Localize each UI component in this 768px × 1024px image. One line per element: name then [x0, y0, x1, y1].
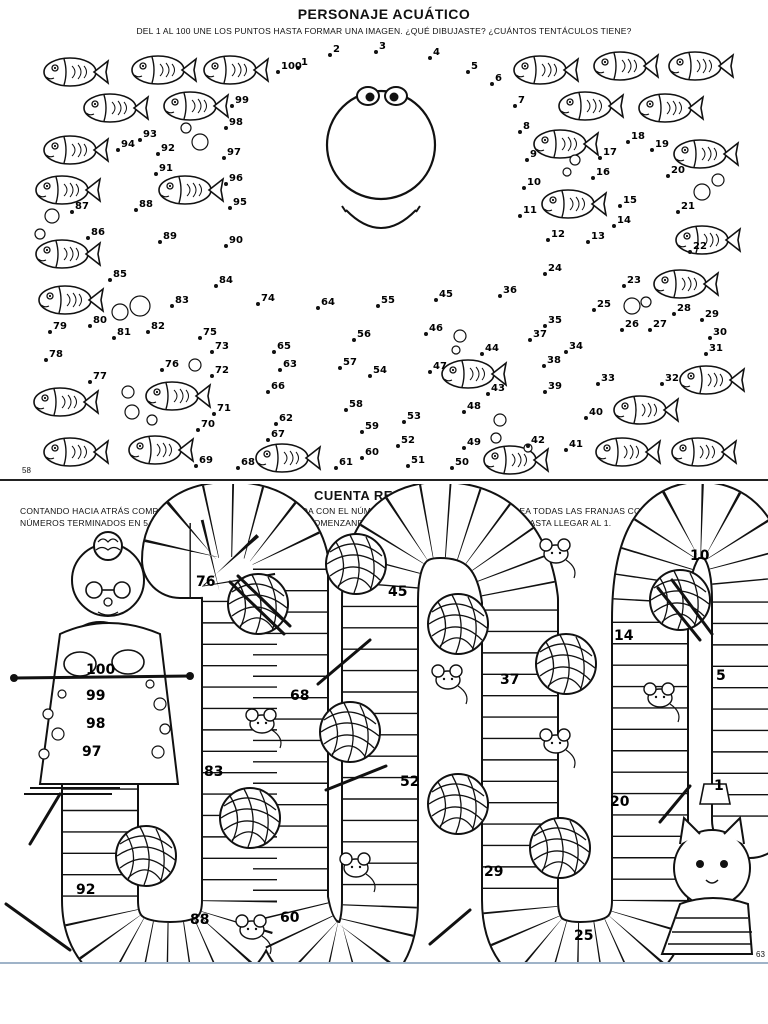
stripe-number-76: 76	[196, 574, 216, 590]
stripe-number-92: 92	[76, 882, 96, 898]
fish-icon	[676, 226, 740, 254]
yarn-ball-icon	[530, 818, 590, 878]
number-dot-90	[224, 244, 228, 248]
fish-icon	[680, 366, 744, 394]
dot-label-21: 21	[681, 201, 695, 212]
number-dot-36	[498, 294, 502, 298]
dot-label-56: 56	[357, 329, 371, 340]
dot-label-47: 47	[433, 361, 447, 372]
number-dot-21	[676, 210, 680, 214]
dot-label-86: 86	[91, 227, 105, 238]
dot-label-2: 2	[333, 44, 340, 55]
number-dot-46	[424, 332, 428, 336]
number-dot-54	[368, 374, 372, 378]
dot-label-50: 50	[455, 457, 469, 468]
number-dot-28	[672, 312, 676, 316]
yarn-ball-icon	[428, 594, 488, 654]
dot-label-74: 74	[261, 293, 275, 304]
number-dot-79	[48, 330, 52, 334]
number-dot-91	[154, 172, 158, 176]
number-dot-66	[266, 390, 270, 394]
dot-label-53: 53	[407, 411, 421, 422]
dot-label-61: 61	[339, 457, 353, 468]
number-dot-27	[648, 328, 652, 332]
number-dot-88	[134, 208, 138, 212]
dot-label-60: 60	[365, 447, 379, 458]
number-dot-69	[194, 464, 198, 468]
number-dot-38	[542, 364, 546, 368]
fish-icon	[594, 52, 658, 80]
dot-label-58: 58	[349, 399, 363, 410]
fish-icon	[132, 56, 196, 84]
number-dot-18	[626, 140, 630, 144]
stripe-number-83: 83	[204, 764, 224, 780]
page-title: PERSONAJE ACUÁTICO	[297, 6, 471, 22]
dot-label-48: 48	[467, 401, 481, 412]
dot-label-39: 39	[548, 381, 562, 392]
dot-label-99: 99	[235, 95, 249, 106]
dot-label-81: 81	[117, 327, 131, 338]
number-dot-25	[592, 308, 596, 312]
number-dot-53	[402, 420, 406, 424]
number-dot-72	[210, 374, 214, 378]
stripe-number-37: 37	[500, 672, 520, 688]
dot-label-26: 26	[625, 319, 639, 330]
number-dot-92	[156, 152, 160, 156]
number-dot-43	[486, 392, 490, 396]
dot-label-34: 34	[569, 341, 583, 352]
number-dot-32	[660, 382, 664, 386]
fish-icon	[164, 92, 228, 120]
dot-label-57: 57	[343, 357, 357, 368]
number-dot-22	[688, 250, 692, 254]
dot-label-45: 45	[439, 289, 453, 300]
fish-icon	[614, 396, 678, 424]
dot-label-7: 7	[518, 95, 525, 106]
dot-label-37: 37	[533, 329, 547, 340]
stripe-number-20: 20	[610, 794, 630, 810]
dot-label-27: 27	[653, 319, 667, 330]
dot-label-23: 23	[627, 275, 641, 286]
yarn-ball-icon	[220, 788, 280, 848]
number-dot-45	[434, 298, 438, 302]
number-dot-11	[518, 214, 522, 218]
number-dot-98	[224, 126, 228, 130]
stripe-number-88: 88	[190, 912, 210, 928]
number-dot-48	[462, 410, 466, 414]
dot-label-94: 94	[121, 139, 135, 150]
fish-icon	[542, 190, 606, 218]
dot-label-35: 35	[548, 315, 562, 326]
stripe-number-98: 98	[86, 716, 106, 732]
number-dot-10	[522, 186, 526, 190]
number-dot-13	[586, 240, 590, 244]
dot-label-73: 73	[215, 341, 229, 352]
stripe-number-100: 100	[86, 662, 116, 678]
dot-label-8: 8	[523, 121, 530, 132]
fish-icon	[34, 388, 98, 416]
number-dot-95	[228, 206, 232, 210]
dot-label-1: 1	[301, 57, 308, 68]
number-dot-49	[462, 446, 466, 450]
number-dot-99	[230, 104, 234, 108]
dot-label-63: 63	[283, 359, 297, 370]
number-dot-100	[276, 70, 280, 74]
stripe-number-99: 99	[86, 688, 106, 704]
number-dot-59	[360, 430, 364, 434]
number-dot-41	[564, 448, 568, 452]
fish-icon	[654, 270, 718, 298]
stripe-number-68: 68	[290, 688, 310, 704]
fish-icon	[484, 446, 548, 474]
number-dot-33	[596, 382, 600, 386]
page-number: 58	[22, 466, 31, 475]
number-dot-52	[396, 444, 400, 448]
stripe-number-5: 5	[716, 668, 726, 684]
number-dot-77	[88, 380, 92, 384]
fish-icon	[672, 438, 736, 466]
dot-label-46: 46	[429, 323, 443, 334]
instructions-line-1: CONTANDO HACIA ATRÁS COMPLETA CADA FRANJA DE LA BUFANDA CON EL NÚMERO QUE CORRESPONDE. COLOREA TODAS LAS FRANJAS CON	[20, 506, 648, 516]
scarf-countdown-illustration	[0, 484, 768, 962]
dot-label-9: 9	[530, 149, 537, 160]
dot-to-dot-puzzle	[0, 0, 768, 480]
number-dot-85	[108, 278, 112, 282]
dot-label-32: 32	[665, 373, 679, 384]
fish-icon	[36, 240, 100, 268]
dot-label-82: 82	[151, 321, 165, 332]
number-dot-16	[591, 176, 595, 180]
number-dot-37	[528, 338, 532, 342]
dot-label-30: 30	[713, 327, 727, 338]
stripe-number-10: 10	[690, 548, 710, 564]
dot-label-62: 62	[279, 413, 293, 424]
dot-label-44: 44	[485, 343, 499, 354]
number-dot-34	[564, 350, 568, 354]
dot-label-16: 16	[596, 167, 610, 178]
mouse-icon	[432, 665, 467, 704]
number-dot-94	[116, 148, 120, 152]
dot-label-76: 76	[165, 359, 179, 370]
instructions-line-2: NÚMEROS TERMINADOS EN 5. ¿DE CUÁNTO EN CUÁNTO SALTAS? COMENZANDO CON EL 100 CUENTA HACIA ATRÁS HASTA LLEGAR AL 1.	[20, 518, 612, 528]
dot-label-90: 90	[229, 235, 243, 246]
number-dot-14	[612, 224, 616, 228]
number-dot-50	[450, 466, 454, 470]
dot-label-31: 31	[709, 343, 723, 354]
dot-label-29: 29	[705, 309, 719, 320]
yarn-ball-icon	[428, 774, 488, 834]
worksheet-cuenta-regresiva	[0, 484, 768, 962]
fish-icon	[146, 382, 210, 410]
dot-label-84: 84	[219, 275, 233, 286]
number-dot-75	[198, 336, 202, 340]
number-dot-57	[338, 366, 342, 370]
dot-label-25: 25	[597, 299, 611, 310]
number-dot-15	[618, 204, 622, 208]
number-dot-64	[316, 306, 320, 310]
fish-icon	[129, 436, 193, 464]
dot-label-14: 14	[617, 215, 631, 226]
stripe-number-97: 97	[82, 744, 102, 760]
fish-icon	[36, 176, 100, 204]
fish-icon	[204, 56, 268, 84]
fish-icon	[674, 140, 738, 168]
number-dot-63	[278, 368, 282, 372]
dot-label-59: 59	[365, 421, 379, 432]
page-divider	[0, 479, 768, 481]
fish-icon	[256, 444, 320, 472]
page-bottom-edge	[0, 962, 768, 964]
number-dot-42	[526, 444, 530, 448]
number-dot-23	[622, 284, 626, 288]
dot-label-20: 20	[671, 165, 685, 176]
dot-label-93: 93	[143, 129, 157, 140]
number-dot-60	[360, 456, 364, 460]
yarn-ball-icon	[320, 702, 380, 762]
number-dot-44	[480, 352, 484, 356]
dot-label-87: 87	[75, 201, 89, 212]
dot-label-18: 18	[631, 131, 645, 142]
dot-label-71: 71	[217, 403, 231, 414]
dot-label-66: 66	[271, 381, 285, 392]
dot-label-33: 33	[601, 373, 615, 384]
dot-label-80: 80	[93, 315, 107, 326]
dot-label-54: 54	[373, 365, 387, 376]
stripe-number-29: 29	[484, 864, 504, 880]
octopus-face-illustration	[327, 87, 435, 228]
dot-label-43: 43	[491, 383, 505, 394]
number-dot-9	[525, 158, 529, 162]
dot-label-3: 3	[379, 41, 386, 52]
number-dot-56	[352, 338, 356, 342]
stripe-number-52: 52	[400, 774, 420, 790]
yarn-ball-icon	[228, 574, 288, 634]
number-dot-40	[584, 416, 588, 420]
fish-icon	[159, 176, 223, 204]
dot-label-40: 40	[589, 407, 603, 418]
page-title: CUENTA REGRESIVA	[314, 488, 454, 503]
number-dot-87	[70, 210, 74, 214]
fish-icon	[44, 58, 108, 86]
number-dot-89	[158, 240, 162, 244]
dot-label-49: 49	[467, 437, 481, 448]
dot-label-42: 42	[531, 435, 545, 446]
fish-icon	[639, 94, 703, 122]
number-dot-73	[210, 350, 214, 354]
dot-label-72: 72	[215, 365, 229, 376]
yarn-ball-icon	[116, 826, 176, 886]
number-dot-6	[490, 82, 494, 86]
number-dot-20	[666, 174, 670, 178]
stripe-number-14: 14	[614, 628, 634, 644]
dot-label-22: 22	[693, 241, 707, 252]
dot-label-65: 65	[277, 341, 291, 352]
number-dot-5	[466, 70, 470, 74]
dot-label-79: 79	[53, 321, 67, 332]
dot-label-24: 24	[548, 263, 562, 274]
dot-label-36: 36	[503, 285, 517, 296]
fish-icon	[514, 56, 578, 84]
number-dot-80	[88, 324, 92, 328]
number-dot-71	[212, 412, 216, 416]
number-dot-55	[376, 304, 380, 308]
dot-label-11: 11	[523, 205, 537, 216]
dot-label-28: 28	[677, 303, 691, 314]
fish-icon	[534, 130, 598, 158]
dot-label-69: 69	[199, 455, 213, 466]
number-dot-4	[428, 56, 432, 60]
dot-label-55: 55	[381, 295, 395, 306]
dot-label-97: 97	[227, 147, 241, 158]
number-dot-2	[328, 53, 332, 57]
dot-label-4: 4	[433, 47, 440, 58]
number-dot-3	[374, 50, 378, 54]
number-dot-97	[222, 156, 226, 160]
dot-label-96: 96	[229, 173, 243, 184]
number-dot-74	[256, 302, 260, 306]
dot-label-15: 15	[623, 195, 637, 206]
fish-icon	[39, 286, 103, 314]
dot-label-52: 52	[401, 435, 415, 446]
number-dot-67	[266, 438, 270, 442]
fish-icon	[44, 438, 108, 466]
dot-label-77: 77	[93, 371, 107, 382]
dot-label-67: 67	[271, 429, 285, 440]
number-dot-12	[546, 238, 550, 242]
number-dot-83	[170, 304, 174, 308]
dot-label-38: 38	[547, 355, 561, 366]
dot-label-51: 51	[411, 455, 425, 466]
dot-label-89: 89	[163, 231, 177, 242]
yarn-ball-icon	[536, 634, 596, 694]
yarn-ball-icon	[326, 534, 386, 594]
stripe-number-1: 1	[714, 778, 724, 794]
dot-label-19: 19	[655, 139, 669, 150]
number-dot-61	[334, 466, 338, 470]
fish-icon	[669, 52, 733, 80]
number-dot-24	[543, 272, 547, 276]
fish-icon	[44, 136, 108, 164]
number-dot-68	[236, 466, 240, 470]
dot-label-10: 10	[527, 177, 541, 188]
number-dot-70	[196, 428, 200, 432]
dot-label-83: 83	[175, 295, 189, 306]
number-dot-30	[708, 336, 712, 340]
number-dot-47	[428, 370, 432, 374]
dot-label-17: 17	[603, 147, 617, 158]
dot-label-5: 5	[471, 61, 478, 72]
fish-icon	[84, 94, 148, 122]
stripe-number-25: 25	[574, 928, 594, 944]
number-dot-81	[112, 336, 116, 340]
stripe-number-60: 60	[280, 910, 300, 926]
dot-label-41: 41	[569, 439, 583, 450]
number-dot-78	[44, 358, 48, 362]
number-dot-58	[344, 408, 348, 412]
number-dot-8	[518, 130, 522, 134]
number-dot-84	[214, 284, 218, 288]
dot-label-85: 85	[113, 269, 127, 280]
number-dot-51	[406, 464, 410, 468]
dot-label-98: 98	[229, 117, 243, 128]
number-dot-29	[700, 318, 704, 322]
page-number: 63	[756, 950, 765, 959]
number-dot-26	[620, 328, 624, 332]
number-dot-7	[513, 104, 517, 108]
instructions: DEL 1 AL 100 UNE LOS PUNTOS HASTA FORMAR UNA IMAGEN. ¿QUÉ DIBUJASTE? ¿CUÁNTOS TENTÁCULOS TIENE?	[136, 26, 632, 36]
number-dot-76	[160, 368, 164, 372]
dot-label-88: 88	[139, 199, 153, 210]
number-dot-31	[704, 352, 708, 356]
dot-label-64: 64	[321, 297, 335, 308]
dot-label-68: 68	[241, 457, 255, 468]
number-dot-17	[598, 156, 602, 160]
dot-label-78: 78	[49, 349, 63, 360]
number-dot-82	[146, 330, 150, 334]
dot-label-91: 91	[159, 163, 173, 174]
dot-label-12: 12	[551, 229, 565, 240]
stripe-number-45: 45	[388, 584, 408, 600]
number-dot-39	[543, 390, 547, 394]
number-dot-86	[86, 236, 90, 240]
number-dot-62	[274, 422, 278, 426]
number-dot-93	[138, 138, 142, 142]
number-dot-19	[650, 148, 654, 152]
dot-label-100: 100	[281, 61, 302, 72]
fish-icon	[559, 92, 623, 120]
number-dot-35	[543, 324, 547, 328]
worksheet-personaje-acuatico	[0, 0, 768, 480]
dot-label-6: 6	[495, 73, 502, 84]
fish-icon	[596, 438, 660, 466]
dot-label-75: 75	[203, 327, 217, 338]
dot-label-92: 92	[161, 143, 175, 154]
number-dot-96	[224, 182, 228, 186]
dot-label-95: 95	[233, 197, 247, 208]
dot-label-70: 70	[201, 419, 215, 430]
dot-label-13: 13	[591, 231, 605, 242]
number-dot-65	[272, 350, 276, 354]
